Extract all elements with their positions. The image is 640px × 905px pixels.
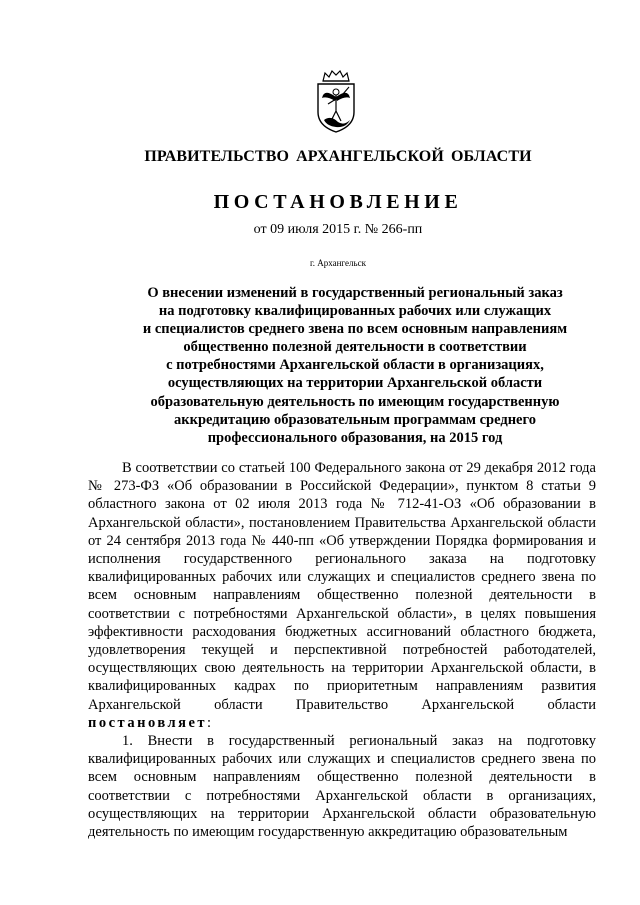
government-name: ПРАВИТЕЛЬСТВО АРХАНГЕЛЬСКОЙ ОБЛАСТИ — [144, 148, 532, 165]
heading-line: осуществляющих на территории Архангельской области — [167, 375, 543, 392]
heading-line: профессионального образования, на 2015 год — [207, 429, 503, 446]
document-type: ПОСТАНОВЛЕНИЕ — [213, 191, 463, 213]
heading-line: на подготовку квалифицированных рабочих или служащих — [158, 303, 552, 320]
heading-line: аккредитацию образовательным программам среднего — [174, 411, 536, 428]
document-date-number: от 09 июля 2015 г. № 266-пп — [253, 222, 423, 237]
heading-line: О внесении изменений в государственный региональный заказ — [147, 285, 563, 301]
item-1-paragraph: 1. Внести в государственный региональный заказ на подготовку квалифицированных рабочих или служащих и специалистов среднего звена по всем основным направлениям общественно полезной деятельности в соответствии с потребностями Архангельской области в организациях, осуществляющих на территории Архангельской области образовательную деятельность по имеющим государственную аккредитацию образовательным — [88, 733, 596, 841]
preamble-paragraph — [88, 459, 596, 732]
heading-line: общественно полезной деятельности в соответствии — [183, 339, 527, 356]
document-city: г. Архангельск — [310, 258, 366, 268]
heading-line: с потребностями Архангельской области в организациях, — [166, 357, 544, 374]
decree-colon: : — [207, 714, 212, 731]
decree-word: постановляет — [88, 714, 208, 731]
archangelsk-coat-of-arms-icon — [314, 68, 358, 134]
document-heading — [110, 284, 600, 447]
preamble-text: В соответствии со статьей 100 Федерального закона от 29 декабря 2012 года № 273-ФЗ «Об образовании в Российской Федерации», пунктом 8 статьи 9 областного закона от 02 июля 2013 года № 712-41-ОЗ «Об образовании в Архангельской области», постановлением Правительства Архангельской области от 24 сентября 2013 года № 440-пп «Об утверждении Порядка формирования и исполнения государственного регионального заказа на подготовку квалифицированных рабочих или служащих и специалистов среднего звена по всем основным направлениям общественно полезной деятельности в соответствии с потребностями Архангельской области», в целях повышения эффективности расходования бюджетных ассигнований областного бюджета, удовлетворения текущей и перспективной потребностей работодателей, осуществляющих свою деятельность на территории Архангельской области, в квалифицированных кадрах по приоритетным направлениям развития Архангельской области Правительство Архангельской области — [88, 460, 596, 713]
heading-line: и специалистов среднего звена по всем основным направлениям — [142, 321, 568, 338]
document-body — [88, 459, 596, 841]
heading-line: образовательную деятельность по имеющим государственную — [150, 393, 560, 410]
